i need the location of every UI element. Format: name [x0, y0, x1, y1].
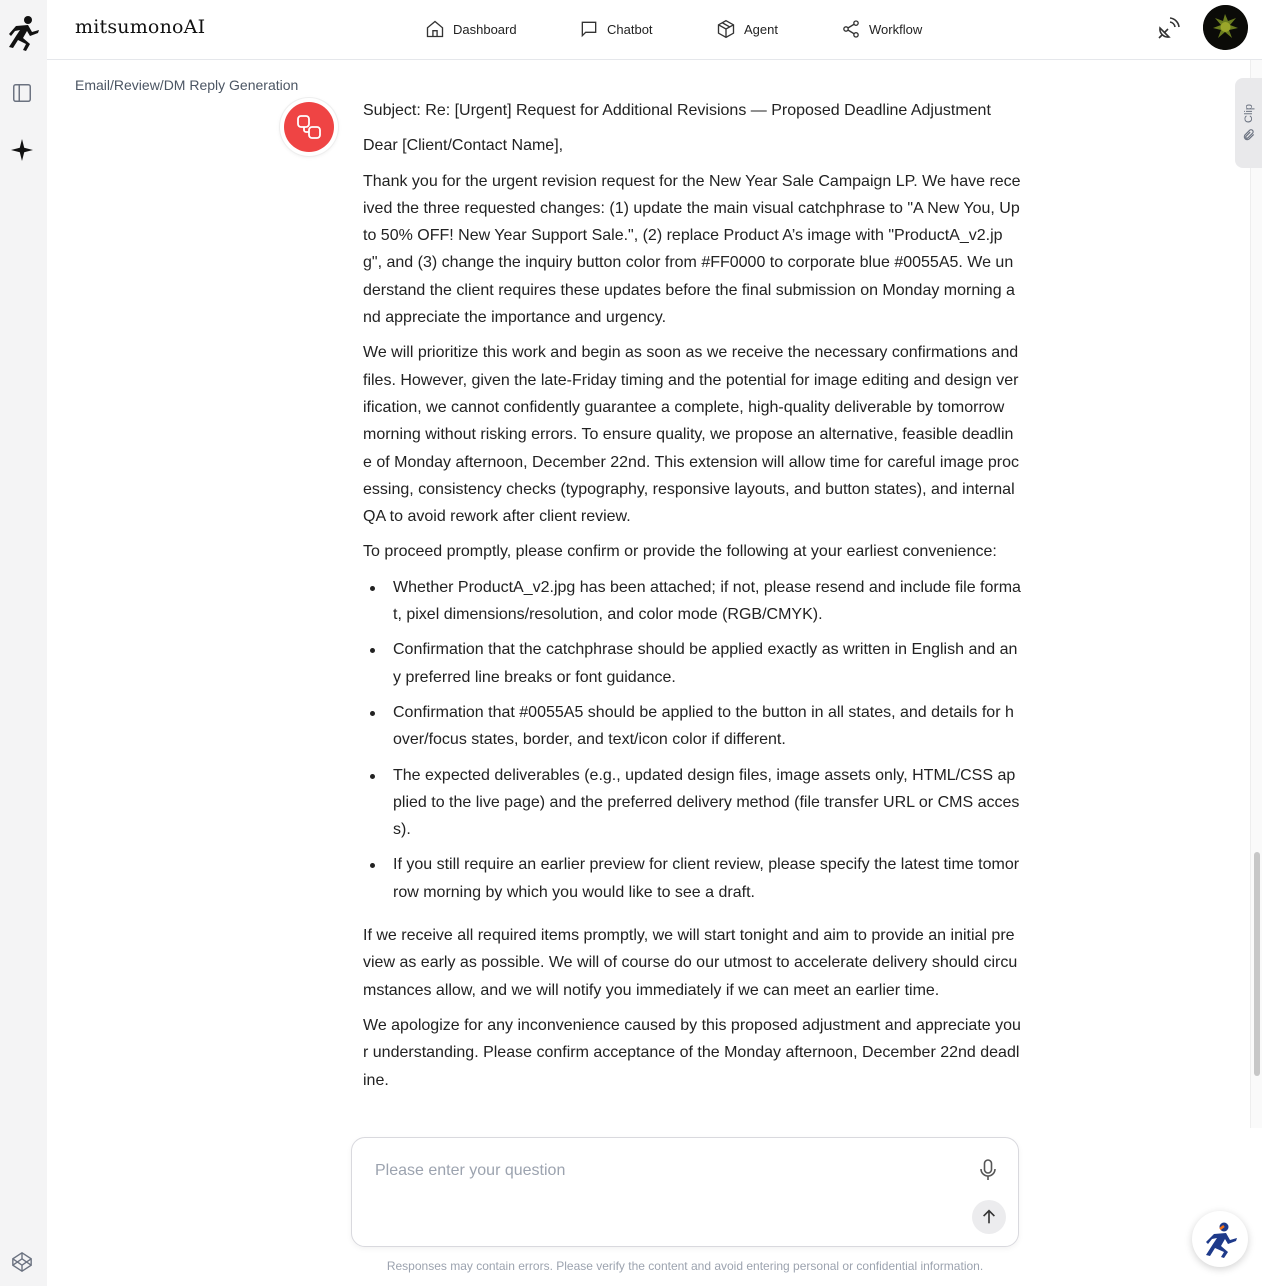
email-subject: Subject: Re: [Urgent] Request for Additional Revisions — Proposed Deadline Adjustment: [363, 102, 991, 119]
disclaimer-text: Responses may contain errors. Please verify the content and avoid entering personal or confidential information.: [386, 1259, 984, 1273]
breadcrumb: Email/Review/DM Reply Generation: [75, 77, 299, 93]
email-paragraph: Thank you for the urgent revision request for the New Year Sale Campaign LP. We have received the three requested changes: (1) update the main visual catchphrase to "A New You, Up to 50% OFF! New Year Support Sale.", (2) replace Product A’s image with "ProductA_v2.jpg", and (3) change the inquiry button color from #FF0000 to corporate blue #0055A5. We understand the client requires these updates before the final submission on Monday morning and appreciate the importance and urgency.: [363, 172, 1021, 327]
clip-tab[interactable]: [1235, 78, 1262, 168]
paperclip-icon: [1242, 128, 1256, 142]
scrollbar-thumb[interactable]: [1254, 852, 1260, 1076]
cube-icon: [716, 19, 736, 39]
home-icon: [425, 19, 445, 39]
linked-squares-icon: [294, 112, 324, 142]
nav-label: Agent: [744, 21, 778, 37]
left-rail: [0, 0, 47, 1286]
microphone-icon[interactable]: [977, 1158, 999, 1182]
list-item: Confirmation that #0055A5 should be applied to the button in all states, and details for hover/focus states, border, and text/icon color if different.: [363, 699, 1021, 754]
runner-logo-icon[interactable]: [6, 14, 40, 52]
sidebar-toggle-icon[interactable]: [10, 81, 34, 105]
nav-workflow[interactable]: [841, 0, 922, 58]
codepen-icon[interactable]: [10, 1250, 34, 1274]
requirements-list: [363, 574, 1021, 906]
assistant-avatar: [280, 98, 338, 156]
brand-name[interactable]: mitsumonoAI: [75, 16, 206, 38]
chat-icon: [579, 19, 599, 39]
runner-mascot-icon: [1200, 1219, 1240, 1259]
email-greeting: Dear [Client/Contact Name],: [363, 137, 564, 155]
email-paragraph: If we receive all required items promptly, we will start tonight and aim to provide an initial preview as early as possible. We will of course do our utmost to accelerate delivery should circumstances allow, and we will notify you immediately if we can meet an earlier time.: [363, 927, 1018, 999]
list-item: Whether ProductA_v2.jpg has been attached; if not, please resend and include file format, pixel dimensions/resolution, and color mode (RGB/CMYK).: [363, 574, 1021, 629]
share-nodes-icon: [841, 19, 861, 39]
sparkle-icon[interactable]: [10, 138, 34, 162]
chat-input-box: [351, 1137, 1019, 1247]
nav-dashboard[interactable]: [425, 0, 517, 58]
email-paragraph: To proceed promptly, please confirm or provide the following at your earliest convenience:: [363, 543, 997, 561]
user-avatar[interactable]: [1203, 5, 1248, 50]
arrow-up-icon: [980, 1208, 998, 1226]
nav-chatbot[interactable]: [579, 0, 653, 58]
nav-label: Workflow: [869, 21, 923, 37]
nav-label: Dashboard: [453, 21, 517, 37]
top-bar: [47, 0, 1262, 60]
email-paragraph: We apologize for any inconvenience caused by this proposed adjustment and appreciate your understanding. Please confirm acceptance of the Monday afternoon, December 22nd deadline.: [363, 1016, 1021, 1089]
clip-label: Clip: [1242, 103, 1255, 123]
list-item: Confirmation that the catchphrase should be applied exactly as written in English and any preferred line breaks or font guidance.: [363, 636, 1021, 691]
email-paragraph: We will prioritize this work and begin as soon as we receive the necessary confirmations and files. However, given the late-Friday timing and the potential for image editing and design verification, we cannot confidently guarantee a complete, high-quality deliverable by tomorrow morning without risking errors. To ensure quality, we propose an alternative, feasible deadline of Monday afternoon, December 22nd. This extension will allow time for careful image processing, consistency checks (typography, responsive layouts, and button states), and internal QA to avoid rework after client review.: [363, 344, 1020, 526]
list-item: If you still require an earlier preview for client review, please specify the latest time tomorrow morning by which you would like to see a draft.: [363, 851, 1021, 906]
nav-agent[interactable]: [716, 0, 778, 58]
question-input[interactable]: [375, 1158, 935, 1184]
satellite-dish-icon[interactable]: [1155, 16, 1181, 42]
send-button[interactable]: [972, 1200, 1006, 1234]
help-assistant-button[interactable]: [1192, 1211, 1248, 1267]
list-item: The expected deliverables (e.g., updated design files, image assets only, HTML/CSS applied to the live page) and the preferred delivery method (file transfer URL or CMS access).: [363, 762, 1021, 844]
nav-label: Chatbot: [607, 21, 653, 37]
assistant-message: [363, 97, 1021, 1130]
